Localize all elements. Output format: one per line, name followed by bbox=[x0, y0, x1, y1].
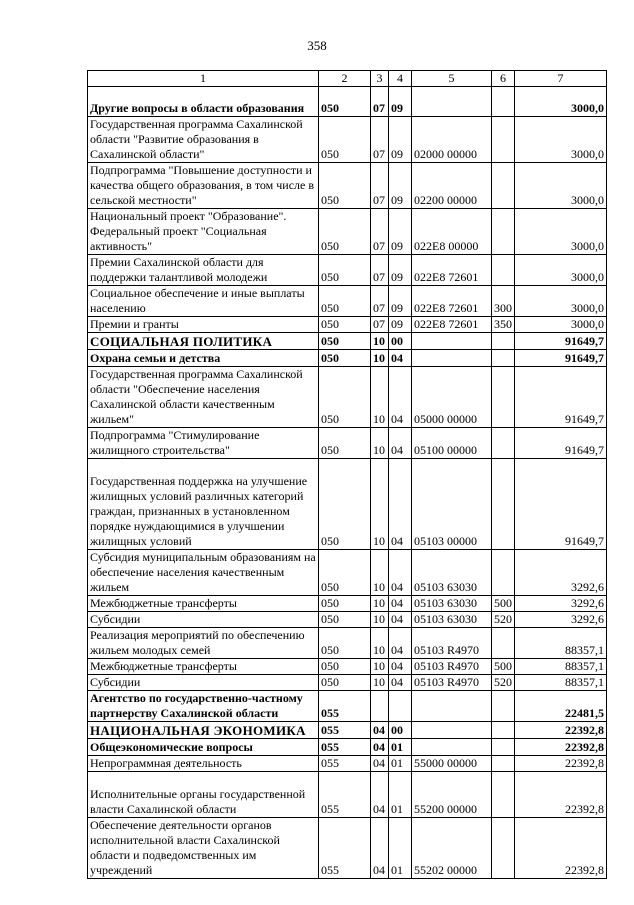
table-row bbox=[88, 87, 607, 117]
code-ministry: 050 bbox=[319, 255, 371, 286]
row-amount: 91649,7 bbox=[515, 333, 607, 350]
code-ministry: 050 bbox=[319, 596, 371, 612]
code-expense-type: 520 bbox=[492, 612, 515, 628]
code-ministry: 050 bbox=[319, 117, 371, 163]
row-amount: 3000,0 bbox=[515, 317, 607, 333]
row-name: Субсидии bbox=[88, 675, 319, 691]
code-expense-type bbox=[492, 87, 515, 117]
code-subsection: 01 bbox=[389, 772, 412, 818]
code-target-item: 05103 63030 bbox=[412, 612, 492, 628]
code-expense-type bbox=[492, 550, 515, 596]
row-name: Субсидии bbox=[88, 612, 319, 628]
row-amount: 3000,0 bbox=[515, 87, 607, 117]
code-subsection: 01 bbox=[389, 818, 412, 879]
code-subsection: 04 bbox=[389, 596, 412, 612]
code-ministry: 050 bbox=[319, 612, 371, 628]
page-number: 358 bbox=[307, 38, 327, 53]
row-name: Межбюджетные трансферты bbox=[88, 596, 319, 612]
code-target-item: 02200 00000 bbox=[412, 163, 492, 209]
row-amount: 91649,7 bbox=[515, 459, 607, 550]
code-expense-type bbox=[492, 628, 515, 659]
code-subsection: 04 bbox=[389, 628, 412, 659]
code-expense-type bbox=[492, 333, 515, 350]
code-target-item: 55000 00000 bbox=[412, 756, 492, 772]
code-expense-type bbox=[492, 117, 515, 163]
code-ministry: 050 bbox=[319, 659, 371, 675]
code-section: 10 bbox=[371, 459, 389, 550]
code-expense-type bbox=[492, 255, 515, 286]
code-section: 10 bbox=[371, 428, 389, 459]
code-ministry: 055 bbox=[319, 739, 371, 756]
row-amount: 22392,8 bbox=[515, 756, 607, 772]
budget-table bbox=[87, 70, 607, 879]
table-row bbox=[88, 255, 607, 286]
table-row bbox=[88, 612, 607, 628]
table-row bbox=[88, 550, 607, 596]
code-section: 07 bbox=[371, 286, 389, 317]
code-expense-type bbox=[492, 428, 515, 459]
code-target-item: 05103 R4970 bbox=[412, 659, 492, 675]
code-ministry: 050 bbox=[319, 209, 371, 255]
column-header: 3 bbox=[371, 71, 389, 87]
code-ministry: 055 bbox=[319, 818, 371, 879]
code-section: 10 bbox=[371, 333, 389, 350]
column-header: 1 bbox=[88, 71, 319, 87]
code-subsection: 09 bbox=[389, 317, 412, 333]
table-row bbox=[88, 722, 607, 739]
code-subsection: 09 bbox=[389, 209, 412, 255]
code-expense-type bbox=[492, 691, 515, 722]
code-ministry: 050 bbox=[319, 286, 371, 317]
code-expense-type bbox=[492, 350, 515, 367]
table-row bbox=[88, 628, 607, 659]
row-amount: 22392,8 bbox=[515, 739, 607, 756]
code-ministry: 055 bbox=[319, 691, 371, 722]
code-section: 04 bbox=[371, 818, 389, 879]
code-target-item bbox=[412, 691, 492, 722]
code-subsection: 04 bbox=[389, 428, 412, 459]
code-subsection: 09 bbox=[389, 286, 412, 317]
table-row bbox=[88, 350, 607, 367]
code-expense-type: 300 bbox=[492, 286, 515, 317]
code-target-item: 05000 00000 bbox=[412, 367, 492, 428]
table-row bbox=[88, 459, 607, 550]
code-section: 07 bbox=[371, 209, 389, 255]
code-target-item: 05103 00000 bbox=[412, 459, 492, 550]
table-row bbox=[88, 691, 607, 722]
row-amount: 88357,1 bbox=[515, 628, 607, 659]
code-ministry: 055 bbox=[319, 722, 371, 739]
code-expense-type bbox=[492, 163, 515, 209]
row-amount: 22481,5 bbox=[515, 691, 607, 722]
code-ministry: 050 bbox=[319, 317, 371, 333]
table-row bbox=[88, 333, 607, 350]
code-subsection: 04 bbox=[389, 550, 412, 596]
row-name: Подпрограмма "Повышение доступности и качества общего образования, в том числе в сельской местности" bbox=[88, 163, 319, 209]
code-expense-type bbox=[492, 818, 515, 879]
code-target-item: 05100 00000 bbox=[412, 428, 492, 459]
row-amount: 3000,0 bbox=[515, 209, 607, 255]
code-subsection: 09 bbox=[389, 163, 412, 209]
table-row bbox=[88, 209, 607, 255]
code-subsection: 04 bbox=[389, 612, 412, 628]
row-amount: 91649,7 bbox=[515, 367, 607, 428]
code-expense-type bbox=[492, 459, 515, 550]
row-name: Государственная программа Сахалинской области "Обеспечение населения Сахалинской области качественным жильем" bbox=[88, 367, 319, 428]
row-name: Общеэкономические вопросы bbox=[88, 739, 319, 756]
table-row bbox=[88, 675, 607, 691]
code-section: 10 bbox=[371, 659, 389, 675]
code-section: 07 bbox=[371, 317, 389, 333]
row-name: Национальный проект "Образование". Федеральный проект "Социальная активность" bbox=[88, 209, 319, 255]
row-name: Охрана семьи и детства bbox=[88, 350, 319, 367]
code-expense-type: 500 bbox=[492, 659, 515, 675]
table-row bbox=[88, 163, 607, 209]
table-row bbox=[88, 739, 607, 756]
row-amount: 91649,7 bbox=[515, 428, 607, 459]
code-target-item: 022E8 72601 bbox=[412, 286, 492, 317]
code-target-item: 05103 R4970 bbox=[412, 628, 492, 659]
code-section: 10 bbox=[371, 550, 389, 596]
code-section: 04 bbox=[371, 739, 389, 756]
row-amount: 3292,6 bbox=[515, 550, 607, 596]
row-name: Исполнительные органы государственной власти Сахалинской области bbox=[88, 772, 319, 818]
code-section: 07 bbox=[371, 163, 389, 209]
table-row bbox=[88, 772, 607, 818]
table-row bbox=[88, 428, 607, 459]
table-row bbox=[88, 286, 607, 317]
code-section: 10 bbox=[371, 367, 389, 428]
code-target-item: 55200 00000 bbox=[412, 772, 492, 818]
column-header: 7 bbox=[515, 71, 607, 87]
row-name: Межбюджетные трансферты bbox=[88, 659, 319, 675]
column-header: 5 bbox=[412, 71, 492, 87]
row-amount: 3000,0 bbox=[515, 255, 607, 286]
code-target-item: 05103 63030 bbox=[412, 596, 492, 612]
row-amount: 91649,7 bbox=[515, 350, 607, 367]
code-section: 04 bbox=[371, 772, 389, 818]
row-name: Премии Сахалинской области для поддержки талантливой молодежи bbox=[88, 255, 319, 286]
table-row bbox=[88, 317, 607, 333]
row-amount: 22392,8 bbox=[515, 818, 607, 879]
code-target-item: 05103 63030 bbox=[412, 550, 492, 596]
row-name: Субсидия муниципальным образованиям на обеспечение населения качественным жильем bbox=[88, 550, 319, 596]
code-ministry: 050 bbox=[319, 333, 371, 350]
row-name: Подпрограмма "Стимулирование жилищного строительства" bbox=[88, 428, 319, 459]
table-row bbox=[88, 818, 607, 879]
row-amount: 88357,1 bbox=[515, 659, 607, 675]
code-section: 04 bbox=[371, 756, 389, 772]
row-name: Государственная программа Сахалинской области "Развитие образования в Сахалинской области" bbox=[88, 117, 319, 163]
row-name: НАЦИОНАЛЬНАЯ ЭКОНОМИКА bbox=[88, 722, 319, 739]
code-target-item: 022E8 72601 bbox=[412, 317, 492, 333]
row-name: Агентство по государственно-частному партнерству Сахалинской области bbox=[88, 691, 319, 722]
code-ministry: 050 bbox=[319, 163, 371, 209]
row-name: Реализация мероприятий по обеспечению жильем молодых семей bbox=[88, 628, 319, 659]
table-row bbox=[88, 756, 607, 772]
code-subsection: 09 bbox=[389, 255, 412, 286]
row-name: Премии и гранты bbox=[88, 317, 319, 333]
row-amount: 3000,0 bbox=[515, 117, 607, 163]
row-name: Другие вопросы в области образования bbox=[88, 87, 319, 117]
code-target-item: 55202 00000 bbox=[412, 818, 492, 879]
row-amount: 3292,6 bbox=[515, 612, 607, 628]
row-amount: 3000,0 bbox=[515, 163, 607, 209]
code-target-item bbox=[412, 350, 492, 367]
code-section: 10 bbox=[371, 675, 389, 691]
code-section: 10 bbox=[371, 628, 389, 659]
code-expense-type bbox=[492, 722, 515, 739]
table-row bbox=[88, 367, 607, 428]
code-subsection: 00 bbox=[389, 333, 412, 350]
row-amount: 22392,8 bbox=[515, 772, 607, 818]
code-subsection: 04 bbox=[389, 675, 412, 691]
code-subsection: 04 bbox=[389, 659, 412, 675]
code-section bbox=[371, 691, 389, 722]
code-expense-type bbox=[492, 739, 515, 756]
row-amount: 3000,0 bbox=[515, 286, 607, 317]
column-header: 6 bbox=[492, 71, 515, 87]
row-name: Обеспечение деятельности органов исполнительной власти Сахалинской области и подведомственных им учреждений bbox=[88, 818, 319, 879]
row-name: Непрограммная деятельность bbox=[88, 756, 319, 772]
code-subsection: 09 bbox=[389, 117, 412, 163]
code-ministry: 055 bbox=[319, 756, 371, 772]
column-header: 2 bbox=[319, 71, 371, 87]
column-header: 4 bbox=[389, 71, 412, 87]
code-subsection: 01 bbox=[389, 756, 412, 772]
table-row bbox=[88, 596, 607, 612]
header-row bbox=[88, 71, 607, 87]
row-name: Социальное обеспечение и иные выплаты населению bbox=[88, 286, 319, 317]
code-expense-type: 520 bbox=[492, 675, 515, 691]
code-expense-type bbox=[492, 209, 515, 255]
code-subsection: 04 bbox=[389, 350, 412, 367]
code-target-item bbox=[412, 333, 492, 350]
code-section: 07 bbox=[371, 87, 389, 117]
code-expense-type bbox=[492, 756, 515, 772]
code-subsection: 04 bbox=[389, 459, 412, 550]
code-subsection bbox=[389, 691, 412, 722]
code-ministry: 050 bbox=[319, 367, 371, 428]
table-row bbox=[88, 659, 607, 675]
code-ministry: 050 bbox=[319, 87, 371, 117]
code-ministry: 050 bbox=[319, 628, 371, 659]
code-subsection: 00 bbox=[389, 722, 412, 739]
code-ministry: 050 bbox=[319, 550, 371, 596]
row-amount: 3292,6 bbox=[515, 596, 607, 612]
code-expense-type bbox=[492, 772, 515, 818]
code-ministry: 050 bbox=[319, 428, 371, 459]
code-subsection: 04 bbox=[389, 367, 412, 428]
row-amount: 22392,8 bbox=[515, 722, 607, 739]
code-target-item: 02000 00000 bbox=[412, 117, 492, 163]
row-name: Государственная поддержка на улучшение жилищных условий различных категорий граждан, признанных в установленном порядке нуждающимися в улучшении жилищных условий bbox=[88, 459, 319, 550]
code-target-item: 022E8 72601 bbox=[412, 255, 492, 286]
row-amount: 88357,1 bbox=[515, 675, 607, 691]
code-target-item bbox=[412, 739, 492, 756]
code-section: 07 bbox=[371, 255, 389, 286]
code-ministry: 050 bbox=[319, 675, 371, 691]
code-ministry: 050 bbox=[319, 459, 371, 550]
row-name: СОЦИАЛЬНАЯ ПОЛИТИКА bbox=[88, 333, 319, 350]
code-ministry: 050 bbox=[319, 350, 371, 367]
table-body bbox=[88, 71, 607, 879]
code-subsection: 01 bbox=[389, 739, 412, 756]
code-target-item bbox=[412, 722, 492, 739]
table-row bbox=[88, 117, 607, 163]
code-expense-type: 350 bbox=[492, 317, 515, 333]
code-section: 10 bbox=[371, 596, 389, 612]
code-target-item bbox=[412, 87, 492, 117]
code-section: 07 bbox=[371, 117, 389, 163]
code-section: 10 bbox=[371, 612, 389, 628]
code-expense-type: 500 bbox=[492, 596, 515, 612]
code-section: 10 bbox=[371, 350, 389, 367]
code-subsection: 09 bbox=[389, 87, 412, 117]
code-expense-type bbox=[492, 367, 515, 428]
code-ministry: 055 bbox=[319, 772, 371, 818]
code-target-item: 05103 R4970 bbox=[412, 675, 492, 691]
code-section: 04 bbox=[371, 722, 389, 739]
code-target-item: 022E8 00000 bbox=[412, 209, 492, 255]
